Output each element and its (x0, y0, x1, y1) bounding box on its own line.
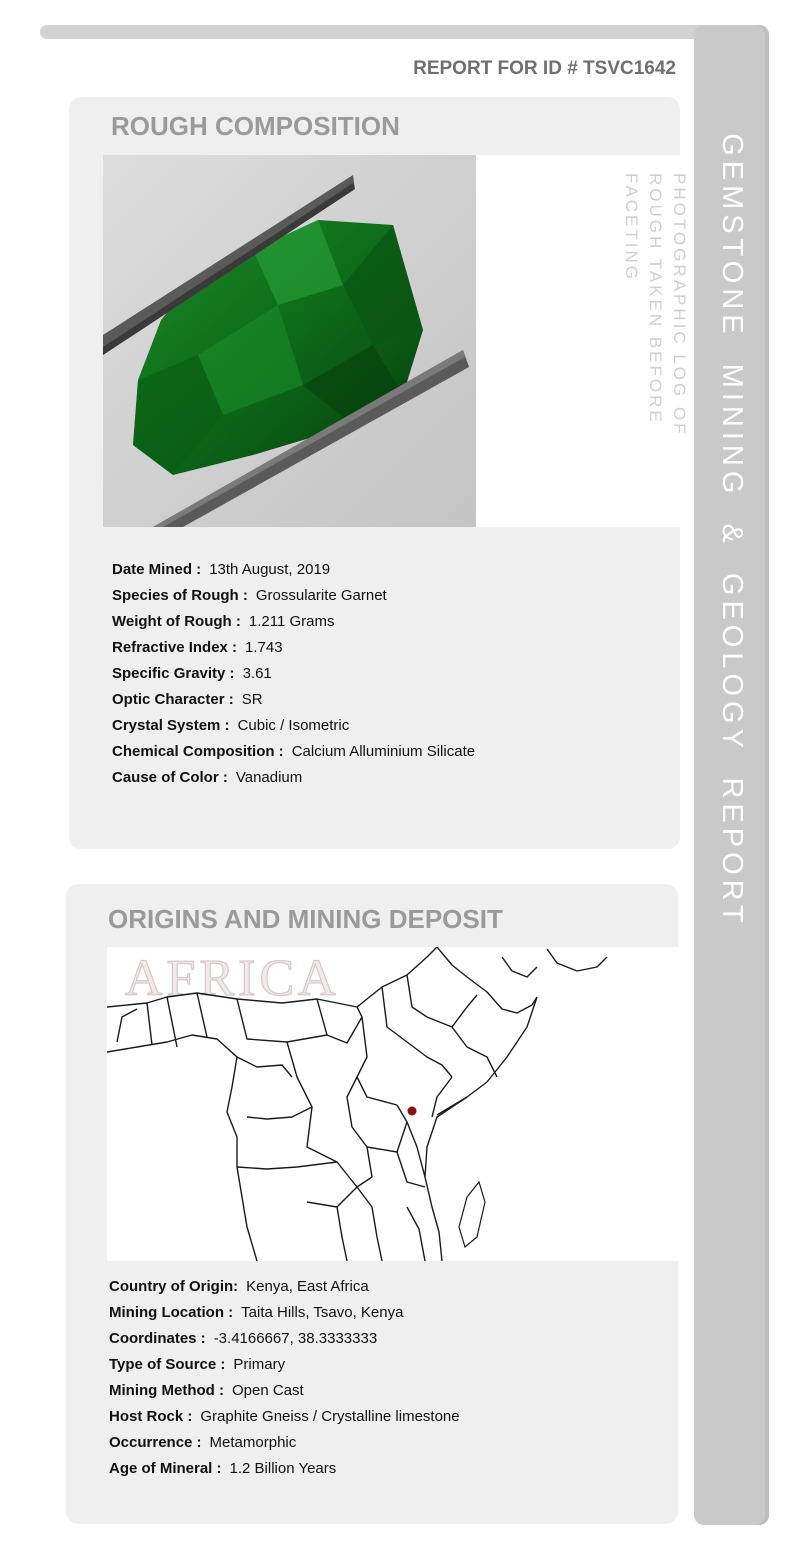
origins-panel (66, 884, 678, 1524)
mining-location-marker (408, 1107, 417, 1116)
africa-map-image (107, 947, 678, 1261)
origins-details (109, 1274, 460, 1482)
detail-row (109, 1352, 460, 1378)
detail-row (112, 765, 475, 791)
field-value: Calcium Alluminium Silicate (291, 743, 476, 760)
photo-caption (622, 173, 689, 503)
field-value: 1.211 Grams (248, 613, 335, 630)
field-label: Specific Gravity : (112, 665, 235, 682)
detail-row (112, 635, 475, 661)
africa-map (107, 947, 678, 1261)
photo-caption-text: PHOTOGRAPHIC LOG OF ROUGH TAKEN BEFORE FACETING (622, 173, 689, 437)
field-label: Age of Mineral : (109, 1460, 222, 1477)
origins-title: ORIGINS AND MINING DEPOSIT (108, 904, 503, 934)
detail-row (109, 1274, 460, 1300)
field-value: Open Cast (231, 1382, 304, 1399)
gem-in-tweezers-image (103, 155, 476, 527)
field-label: Coordinates : (109, 1330, 206, 1347)
side-title-text: GEMSTONE MINING & GEOLOGY REPORT (716, 132, 748, 928)
rough-details (112, 557, 475, 791)
field-label: Occurrence : (109, 1434, 202, 1451)
field-label: Weight of Rough : (112, 613, 241, 630)
field-label: Chemical Composition : (112, 743, 284, 760)
rough-composition-panel (69, 97, 689, 849)
field-label: Mining Method : (109, 1382, 224, 1399)
field-value: Cubic / Isometric (237, 717, 350, 734)
rough-photo (103, 155, 476, 527)
field-value: 1.743 (245, 639, 283, 656)
field-label: Country of Origin: (109, 1278, 239, 1295)
field-value: Metamorphic (209, 1434, 297, 1451)
field-label: Type of Source : (109, 1356, 226, 1373)
detail-row (112, 583, 475, 609)
field-value: Graphite Gneiss / Crystalline limestone (200, 1408, 460, 1425)
detail-row (112, 609, 475, 635)
field-label: Date Mined : (112, 561, 202, 578)
field-label: Crystal System : (112, 717, 230, 734)
detail-row (109, 1378, 460, 1404)
detail-row (109, 1300, 460, 1326)
rough-composition-title: ROUGH COMPOSITION (111, 111, 400, 141)
field-label: Species of Rough : (112, 587, 248, 604)
field-label: Cause of Color : (112, 769, 228, 786)
detail-row (112, 739, 475, 765)
field-value: Primary (233, 1356, 286, 1373)
field-label: Host Rock : (109, 1408, 193, 1425)
field-value: Kenya, East Africa (246, 1278, 369, 1295)
detail-row (109, 1326, 460, 1352)
detail-row (109, 1456, 460, 1482)
detail-row (112, 661, 475, 687)
report-id: REPORT FOR ID # TSVC1642 (413, 58, 676, 79)
detail-row (109, 1404, 460, 1430)
field-label: Optic Character : (112, 691, 234, 708)
field-value: SR (241, 691, 263, 708)
field-value: -3.4166667, 38.3333333 (213, 1330, 378, 1347)
field-value: Taita Hills, Tsavo, Kenya (241, 1304, 404, 1321)
detail-row (112, 687, 475, 713)
detail-row (112, 713, 475, 739)
field-label: Refractive Index : (112, 639, 238, 656)
field-label: Mining Location : (109, 1304, 234, 1321)
field-value: 1.2 Billion Years (229, 1460, 337, 1477)
detail-row (109, 1430, 460, 1456)
field-value: 3.61 (242, 665, 272, 682)
top-bar (40, 25, 740, 39)
field-value: Vanadium (235, 769, 303, 786)
field-value: 13th August, 2019 (209, 561, 331, 578)
map-label-africa: AFRICA (125, 950, 340, 1007)
detail-row (112, 557, 475, 583)
field-value: Grossularite Garnet (255, 587, 387, 604)
side-title (694, 25, 769, 1525)
